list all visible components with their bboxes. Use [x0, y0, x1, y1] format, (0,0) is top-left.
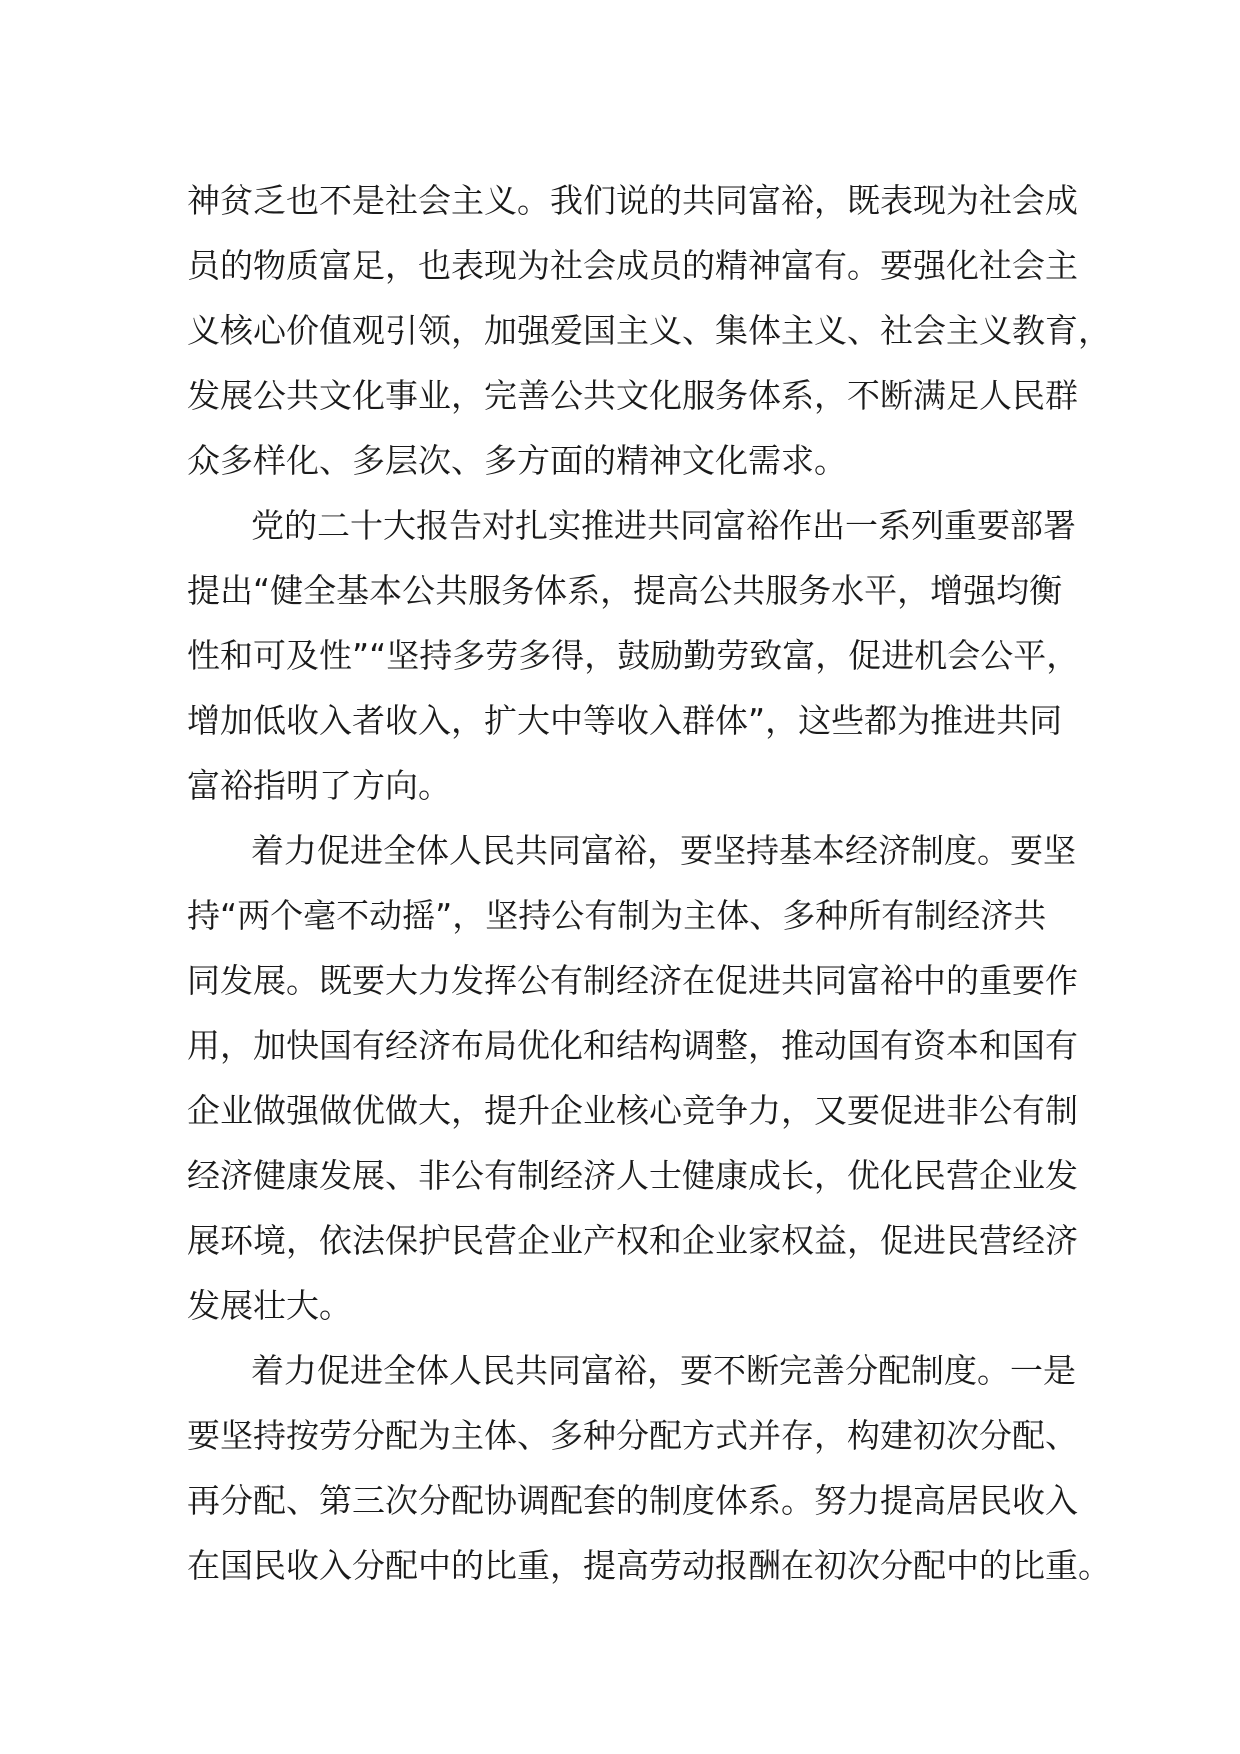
- text-line: 发展公共文化事业，完善公共文化服务体系，不断满足人民群: [187, 376, 1078, 415]
- text-line: 提出“健全基本公共服务体系，提高公共服务水平，增强均衡: [187, 571, 1063, 610]
- text-line: 企业做强做优做大，提升企业核心竞争力，又要促进非公有制: [187, 1091, 1078, 1130]
- paragraph-first-line: 着力促进全体人民共同富裕，要不断完善分配制度。一是: [251, 1351, 1076, 1390]
- text-line: 神贫乏也不是社会主义。我们说的共同富裕，既表现为社会成: [187, 181, 1078, 220]
- body-text: [187, 168, 1111, 1598]
- text-line: 增加低收入者收入，扩大中等收入群体”，这些都为推进共同: [187, 701, 1063, 740]
- text-line: 性和可及性”“坚持多劳多得，鼓励勤劳致富，促进机会公平，: [187, 636, 1080, 675]
- text-line: 用，加快国有经济布局优化和结构调整，推动国有资本和国有: [187, 1026, 1078, 1065]
- paragraph-first-line: 党的二十大报告对扎实推进共同富裕作出一系列重要部署: [251, 506, 1076, 545]
- text-line: 发展壮大。: [187, 1286, 352, 1325]
- text-line: 在国民收入分配中的比重，提高劳动报酬在初次分配中的比重。: [187, 1546, 1111, 1585]
- text-line: 义核心价值观引领，加强爱国主义、集体主义、社会主义教育，: [187, 311, 1111, 350]
- text-line: 同发展。既要大力发挥公有制经济在促进共同富裕中的重要作: [187, 961, 1078, 1000]
- text-line: 持“两个毫不动摇”，坚持公有制为主体、多种所有制经济共: [187, 896, 1047, 935]
- text-line: 展环境，依法保护民营企业产权和企业家权益，促进民营经济: [187, 1221, 1078, 1260]
- text-line: 经济健康发展、非公有制经济人士健康成长，优化民营企业发: [187, 1156, 1078, 1195]
- text-line: 员的物质富足，也表现为社会成员的精神富有。要强化社会主: [187, 246, 1078, 285]
- text-line: 富裕指明了方向。: [187, 766, 451, 805]
- paragraph-first-line: 着力促进全体人民共同富裕，要坚持基本经济制度。要坚: [251, 831, 1076, 870]
- text-line: 众多样化、多层次、多方面的精神文化需求。: [187, 441, 847, 480]
- text-line: 再分配、第三次分配协调配套的制度体系。努力提高居民收入: [187, 1481, 1078, 1520]
- text-line: 要坚持按劳分配为主体、多种分配方式并存，构建初次分配、: [187, 1416, 1078, 1455]
